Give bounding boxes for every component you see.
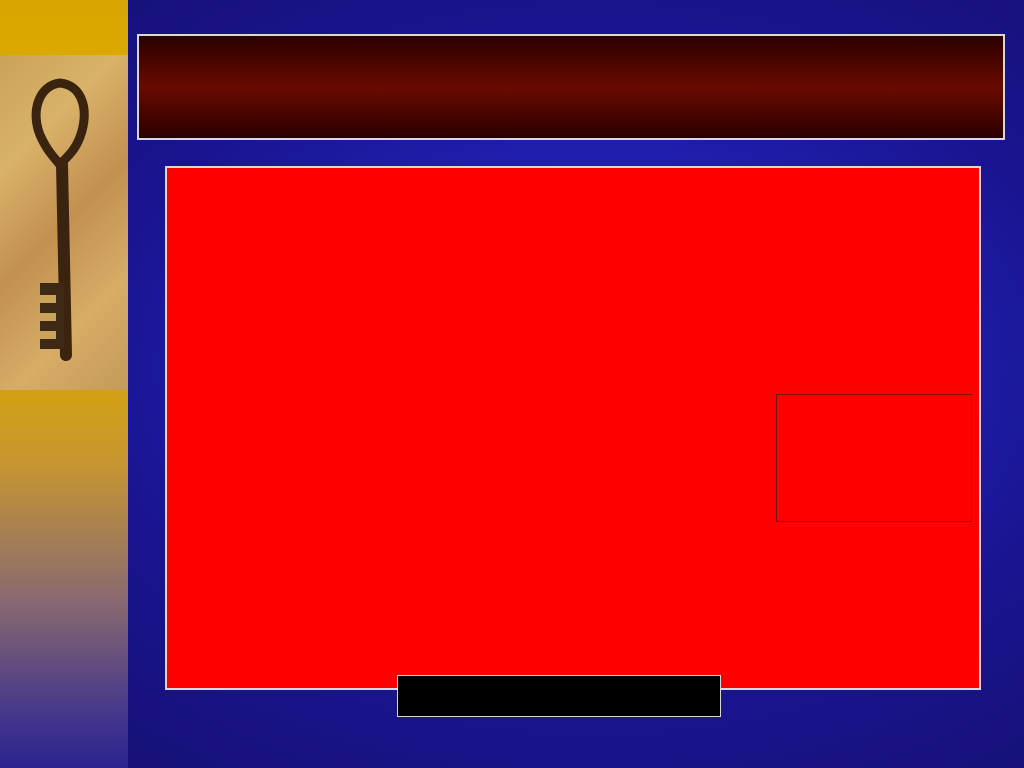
key-icon bbox=[0, 55, 128, 390]
author-credit bbox=[397, 675, 721, 717]
brick-wall-icon bbox=[776, 394, 972, 522]
title-banner bbox=[137, 34, 1005, 140]
paragraph-2 bbox=[177, 210, 969, 244]
paragraph-1 bbox=[177, 176, 969, 210]
old-key-image bbox=[0, 55, 128, 390]
